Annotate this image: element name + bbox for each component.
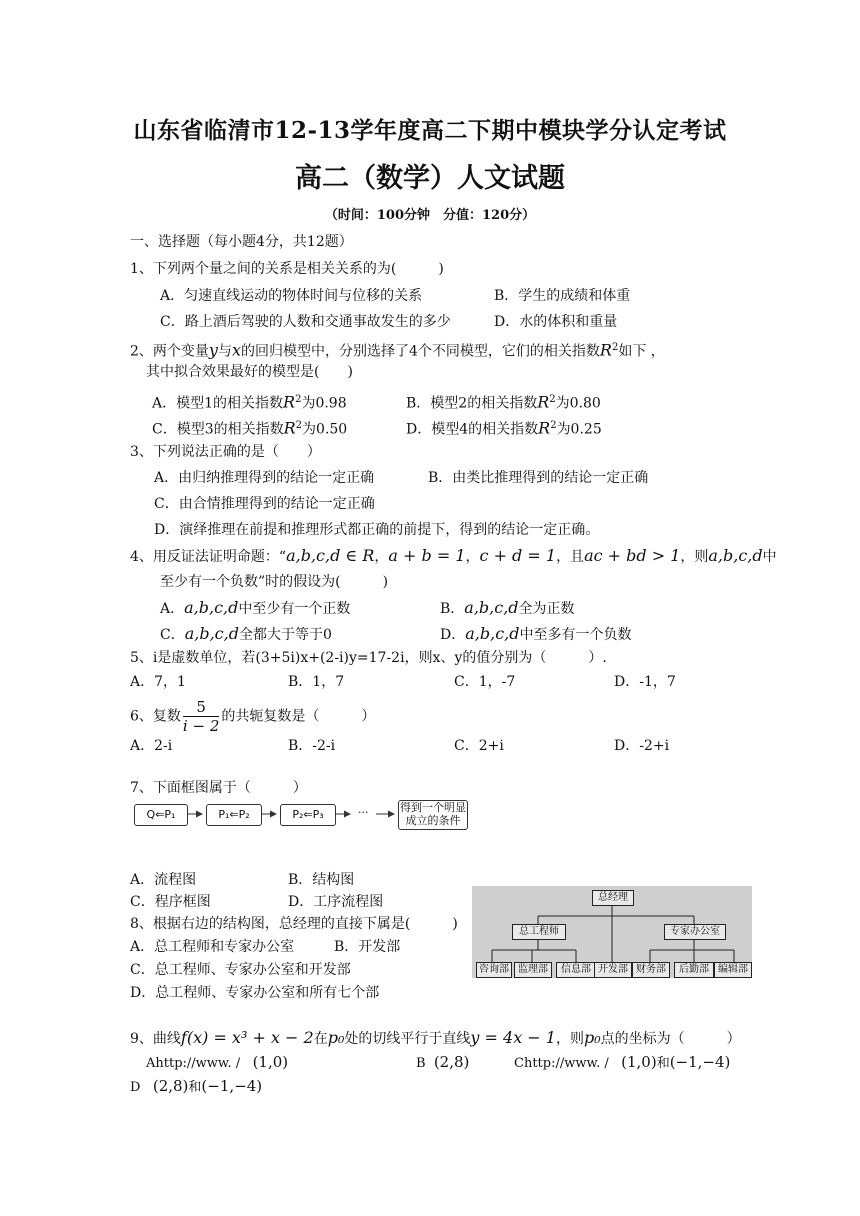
q9-d-and: 和 (188, 1080, 202, 1095)
q2-text-2: 与 (217, 343, 232, 360)
q4-option-c (160, 624, 332, 645)
q4-stem (130, 546, 777, 567)
q2-option-c (152, 416, 347, 440)
q8-org-mid-right: 专家办公室 (664, 924, 726, 940)
q6-text-1: 6、复数 (130, 708, 181, 725)
q8-org-mid-left: 总工程师 (512, 924, 566, 940)
q2-var-y: y (208, 340, 218, 360)
q6-option-c: C．2+i (454, 738, 504, 754)
q6-fraction (183, 698, 219, 735)
exam-title: 山东省临清市12-13学年度高二下期中模块学分认定考试 (133, 117, 727, 144)
q2-option-a (152, 390, 347, 414)
q4-b-text: 全为正数 (518, 601, 575, 617)
q1-option-b: B．学生的成绩和体重 (494, 288, 631, 304)
q4-math-5: a,b,c,d (708, 546, 763, 565)
q8-option-b: B．开发部 (334, 939, 401, 955)
q9-line: y = 4x − 1 (470, 1028, 556, 1047)
q4-option-b (440, 598, 575, 619)
q2-var-x: x (231, 340, 241, 360)
q6-option-b: B．-2-i (288, 738, 336, 754)
q2-option-d (406, 416, 602, 440)
q2-d-r: R (538, 418, 551, 438)
q9-option-d (130, 1076, 262, 1098)
q2-d-exp: 2 (550, 420, 557, 431)
q7-box-final (398, 800, 468, 830)
q9-text-1: 9、曲线 (130, 1031, 181, 1047)
q4-text-1: 4、用反证法证明命题：“ (130, 549, 287, 565)
q9-option-a (146, 1052, 288, 1074)
q2-b-exp: 2 (549, 394, 556, 405)
q2-text-1: 2、两个变量 (130, 343, 209, 360)
exam-time-score: （时间：100分钟 分值：120分） (324, 208, 536, 223)
q4-math-3: c + d = 1 (479, 546, 557, 565)
q4-c-math: a,b,c,d (184, 624, 239, 643)
q2-c-exp: 2 (295, 420, 303, 431)
q2-a-exp: 2 (295, 394, 302, 405)
q8-stem: 8、根据右边的结构图，总经理的直接下属是( ) (130, 916, 458, 932)
q2-d-text: D．模型4的相关指数 (406, 421, 539, 438)
q2-r-exp: 2 (611, 342, 619, 353)
q8-org-dept-6: 后勤部 (674, 962, 714, 978)
q9-stem (130, 1028, 741, 1049)
q7-option-c: C．程序框图 (130, 894, 211, 910)
q9-d-value-1: (2,8) (152, 1077, 189, 1095)
q4-a-text: 中至少有一个正数 (238, 601, 351, 617)
q3-option-b: B．由类比推理得到的结论一定正确 (428, 470, 649, 486)
q7-box-2: P₁⇐P₂ (206, 804, 262, 826)
q6-stem (130, 698, 375, 735)
q6-option-d: D．-2+i (614, 738, 670, 754)
q3-option-c: C．由合情推理得到的结论一定正确 (154, 496, 375, 512)
q3-option-a: A．由归纳推理得到的结论一定正确 (154, 470, 375, 486)
q4-math-4: ac + bd > 1 (584, 546, 681, 565)
q8-org-chart (472, 886, 752, 978)
q9-c-label: Chttp://www. / (514, 1056, 609, 1071)
q9-option-c (514, 1052, 730, 1074)
q8-option-d: D．总工程师、专家办公室和所有七个部 (130, 985, 380, 1001)
q3-stem: 3、下列说法正确的是（ ） (130, 444, 321, 460)
q2-a-r: R (283, 392, 296, 412)
q3-option-d: D．演绎推理在前提和推理形式都正确的前提下，得到的结论一定正确。 (154, 522, 600, 538)
q9-c-value-2: (−1,−4) (669, 1053, 731, 1071)
q2-a-val: 为0.98 (301, 395, 347, 412)
q8-option-c: C．总工程师、专家办公室和开发部 (130, 962, 351, 978)
q2-c-text: C．模型3的相关指数 (152, 421, 284, 438)
q4-text-2: ，且 (556, 549, 585, 565)
q2-text-3: 的回归模型中，分别选择了4个不同模型，它们的相关指数 (241, 343, 600, 360)
q1-option-d: D．水的体积和重量 (494, 314, 618, 330)
q9-text-5: 点的坐标为（ ） (600, 1031, 741, 1047)
q9-text-2: 在 (313, 1031, 328, 1047)
q5-stem: 5、i是虚数单位，若(3+5i)x+(2-i)y=17-2i，则x、y的值分别为（ ）. (130, 650, 607, 666)
q4-c-label: C． (160, 627, 185, 643)
q4-stem-line2: 至少有一个负数”时的假设为( ) (160, 574, 389, 590)
q9-function: f(x) = x³ + x − 2 (180, 1028, 314, 1047)
q8-org-dept-1: 咨询部 (476, 962, 512, 978)
q9-d-value-2: (−1,−4) (201, 1077, 263, 1095)
q2-c-r: R (283, 418, 296, 438)
q6-denominator: i − 2 (182, 717, 220, 735)
q8-option-a: A．总工程师和专家办公室 (130, 939, 295, 955)
q9-a-label: Ahttp://www. / (146, 1056, 241, 1071)
q1-option-a: A．匀速直线运动的物体时间与位移的关系 (160, 288, 423, 304)
q2-r: R (599, 340, 612, 360)
q2-a-text: A．模型1的相关指数 (152, 395, 284, 412)
q7-option-d: D．工序流程图 (288, 894, 384, 910)
q4-text-3: ，则 (680, 549, 709, 565)
q2-d-val: 为0.25 (556, 421, 602, 438)
q2-option-b (406, 390, 601, 414)
q7-ellipsis: ··· (358, 806, 369, 819)
q4-d-math: a,b,c,d (465, 624, 520, 643)
q9-point-2: p₀ (583, 1028, 601, 1047)
q2-b-r: R (537, 392, 550, 412)
q8-org-dept-5: 财务部 (632, 962, 670, 978)
q8-org-top: 总经理 (592, 890, 634, 906)
q1-option-c: C．路上酒后驾驶的人数和交通事故发生的多少 (160, 314, 451, 330)
q7-final-line2: 成立的条件 (405, 814, 461, 827)
q9-option-b (416, 1052, 469, 1074)
q4-math-2: a + b = 1 (388, 546, 466, 565)
q9-a-value: (1,0) (252, 1053, 289, 1071)
q9-c-and: 和 (656, 1056, 670, 1071)
q2-stem-line2: 其中拟合效果最好的模型是( ) (146, 364, 353, 380)
q4-option-a (160, 598, 350, 619)
q6-option-a: A．2-i (130, 738, 173, 754)
section-heading: 一、选择题（每小题4分，共12题） (130, 234, 353, 250)
q9-b-label: B (416, 1056, 426, 1071)
q9-text-4: ，则 (555, 1031, 584, 1047)
q9-point: p₀ (327, 1028, 345, 1047)
q4-a-math: a,b,c,d (184, 598, 239, 617)
q7-stem: 7、下面框图属于（ ） (130, 780, 307, 796)
q4-sep-1: ， (374, 549, 389, 565)
q7-box-1: Q⇐P₁ (134, 804, 188, 826)
q9-text-3: 处的切线平行于直线 (344, 1031, 471, 1047)
q9-b-value: (2,8) (433, 1053, 470, 1071)
q4-text-4: 中 (762, 549, 777, 565)
q7-option-b: B．结构图 (288, 872, 355, 888)
q2-b-val: 为0.80 (555, 395, 601, 412)
q4-c-text: 全都大于等于0 (238, 627, 332, 643)
q7-final-line1: 得到一个明显 (400, 801, 466, 814)
q4-math-1: a,b,c,d ∈ R (286, 546, 375, 565)
q4-option-d (440, 624, 631, 645)
q6-numerator: 5 (183, 698, 219, 717)
q6-text-2: 的共轭复数是（ ） (221, 708, 376, 725)
q8-org-dept-3: 信息部 (556, 962, 596, 978)
q8-org-dept-4: 开发部 (594, 962, 632, 978)
exam-subject-title: 高二（数学）人文试题 (295, 163, 565, 194)
q1-stem: 1、下列两个量之间的关系是相关关系的为( ) (130, 261, 444, 277)
q4-sep-2: ， (465, 549, 480, 565)
q9-d-label: D (130, 1080, 141, 1095)
q4-b-label: B． (440, 601, 465, 617)
q4-a-label: A． (160, 601, 185, 617)
q2-c-val: 为0.50 (302, 421, 348, 438)
q8-org-dept-7: 编辑部 (714, 962, 752, 978)
q7-box-3: P₂⇐P₃ (280, 804, 336, 826)
q2-b-text: B．模型2的相关指数 (406, 395, 538, 412)
q5-option-b: B．1，7 (288, 674, 345, 690)
q5-option-d: D．-1，7 (614, 674, 676, 690)
q5-option-c: C．1，-7 (454, 674, 516, 690)
q2-text-4: 如下 ， (618, 343, 665, 360)
q4-d-text: 中至多有一个负数 (519, 627, 632, 643)
q4-b-math: a,b,c,d (464, 598, 519, 617)
q5-option-a: A．7，1 (130, 674, 186, 690)
q9-c-value-1: (1,0) (621, 1053, 657, 1071)
q2-stem (130, 338, 665, 362)
q7-option-a: A．流程图 (130, 872, 197, 888)
q4-d-label: D． (440, 627, 466, 643)
q8-org-dept-2: 监理部 (514, 962, 552, 978)
